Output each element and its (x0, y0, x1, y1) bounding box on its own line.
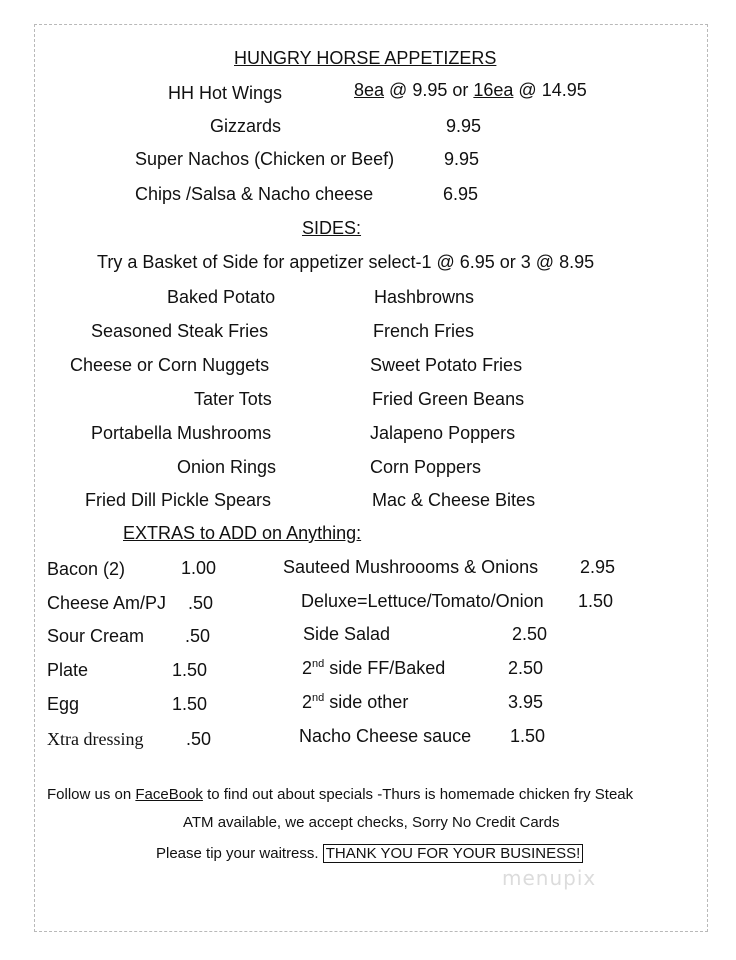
extra-right-name: Sauteed Mushroooms & Onions (283, 557, 539, 577)
chips-name: Chips /Salsa & Nacho cheese (135, 184, 374, 204)
side-right-item: Hashbrowns (374, 287, 475, 307)
extra-right-name (302, 692, 408, 712)
thank-you-box: THANK YOU FOR YOUR BUSINESS! (323, 844, 584, 863)
facebook-link[interactable]: FaceBook (135, 786, 203, 803)
side-left-item: Portabella Mushrooms (91, 423, 272, 443)
side-right-item: Mac & Cheese Bites (372, 490, 536, 510)
sides-heading: SIDES: (302, 218, 362, 238)
side-left-item: Seasoned Steak Fries (91, 321, 269, 341)
side-left-item: Fried Dill Pickle Spears (85, 490, 272, 510)
extra-right-name (302, 658, 445, 678)
extra-right-name: Nacho Cheese sauce (299, 726, 472, 746)
extra-right-label: side other (324, 692, 409, 712)
side-left-item: Baked Potato (167, 287, 276, 307)
extra-left-name: Sour Cream (47, 626, 145, 646)
side-right-item: Fried Green Beans (372, 389, 525, 409)
extra-left-name: Plate (47, 660, 89, 680)
extra-right-price: 2.95 (580, 557, 616, 577)
nachos-name: Super Nachos (Chicken or Beef) (135, 149, 395, 169)
side-left-item: Onion Rings (177, 457, 277, 477)
wings-price (354, 80, 587, 100)
side-right-item: Jalapeno Poppers (370, 423, 516, 443)
footer-specials-text: to find out about specials -Thurs is homemade chicken fry Steak (202, 786, 634, 803)
ordinal-number: 2 (302, 692, 313, 712)
nachos-price: 9.95 (444, 149, 480, 169)
extras-heading: EXTRAS to ADD on Anything: (123, 523, 362, 543)
tip-text: Please tip your waitress. (156, 845, 323, 862)
side-left-item: Cheese or Corn Nuggets (70, 355, 270, 375)
footer-line-1 (47, 786, 633, 804)
extra-right-price: 1.50 (510, 726, 546, 746)
side-right-item: Corn Poppers (370, 457, 482, 477)
side-left-item: Tater Tots (194, 389, 272, 409)
extra-right-name: Side Salad (303, 624, 391, 644)
extra-left-price: .50 (188, 593, 214, 613)
footer-line-2: ATM available, we accept checks, Sorry No Credit Cards (183, 814, 560, 831)
extra-left-price: 1.00 (181, 558, 217, 578)
watermark: menupix (502, 866, 597, 890)
wings-price-1: @ 9.95 or (384, 80, 474, 100)
extra-right-price: 2.50 (508, 658, 544, 678)
chips-price: 6.95 (443, 184, 479, 204)
gizzards-name: Gizzards (210, 116, 282, 136)
footer-line-3 (156, 845, 583, 863)
wings-price-2: @ 14.95 (513, 80, 587, 100)
wings-qty-16: 16ea (473, 80, 514, 100)
ordinal-suffix: nd (312, 658, 325, 670)
wings-name: HH Hot Wings (168, 83, 283, 103)
extra-left-price: .50 (186, 729, 212, 749)
extra-right-price: 2.50 (512, 624, 548, 644)
extra-right-label: side FF/Baked (324, 658, 446, 678)
wings-qty-8: 8ea (354, 80, 385, 100)
side-right-item: French Fries (373, 321, 475, 341)
ordinal-suffix: nd (312, 692, 325, 704)
extra-left-name: Cheese Am/PJ (47, 593, 167, 613)
gizzards-price: 9.95 (446, 116, 482, 136)
extra-right-price: 1.50 (578, 591, 614, 611)
sides-intro: Try a Basket of Side for appetizer select-1 @ 6.95 or 3 @ 8.95 (97, 252, 595, 272)
extra-right-name: Deluxe=Lettuce/Tomato/Onion (301, 591, 544, 611)
extra-left-name: Xtra dressing (47, 729, 144, 749)
side-right-item: Sweet Potato Fries (370, 355, 523, 375)
extra-left-name: Bacon (2) (47, 559, 126, 579)
extra-right-price: 3.95 (508, 692, 544, 712)
extra-left-price: 1.50 (172, 694, 208, 714)
extra-left-name: Egg (47, 694, 80, 714)
extra-left-price: 1.50 (172, 660, 208, 680)
menu-title: HUNGRY HORSE APPETIZERS (234, 48, 497, 68)
footer-follow-text: Follow us on (47, 786, 136, 803)
extra-left-price: .50 (185, 626, 211, 646)
ordinal-number: 2 (302, 658, 313, 678)
